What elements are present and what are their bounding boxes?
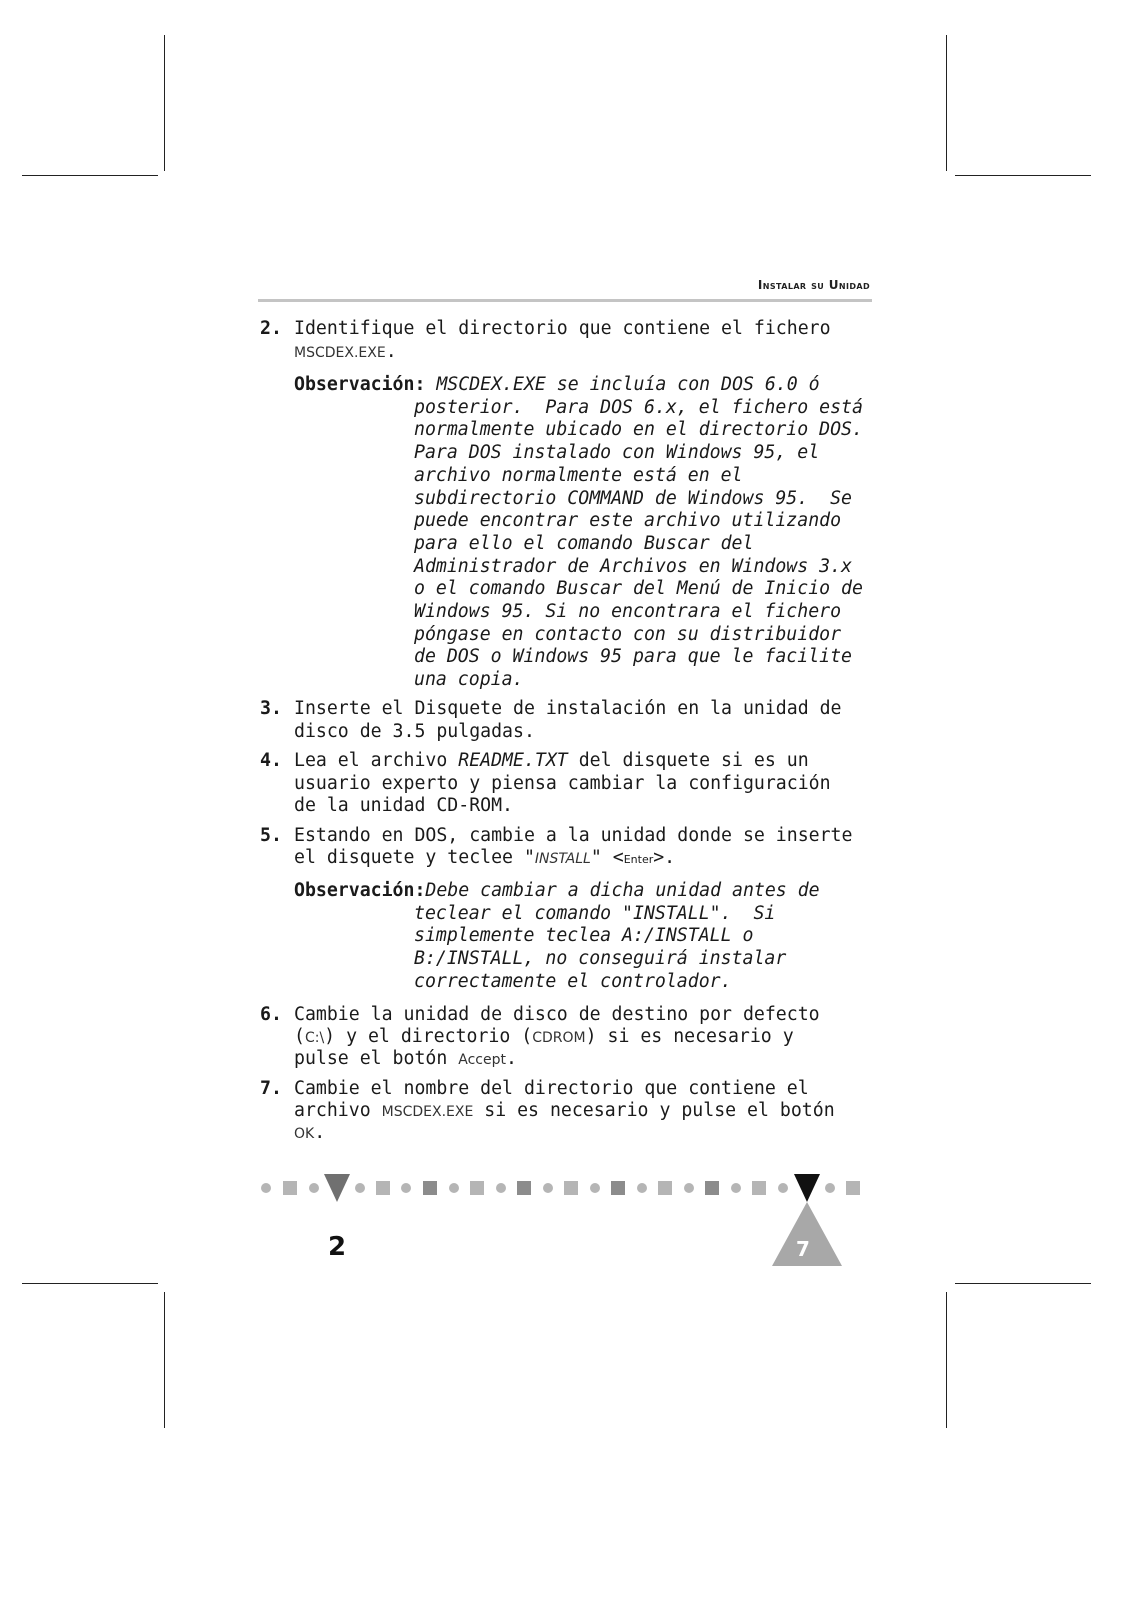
note-line: Debe cambiar a dicha unidad antes de [425,880,820,901]
step-3 [260,698,880,721]
step-text: archivo [294,1100,382,1121]
step-text: Cambie la unidad de disco de destino por defecto [294,1004,820,1025]
step-text: ) y el directorio ( [324,1026,533,1047]
note-line: correctamente el controlador. [414,970,732,992]
step-text: el disquete y teclee " [294,847,535,868]
step-3-cont: disco de 3.5 pulgadas. [294,721,535,742]
note-line: archivo normalmente está en el [414,464,743,486]
step-number: 2. [260,318,282,339]
deco-dot [684,1183,694,1193]
note-line: Windows 95. Si no encontrara el fichero [414,601,842,623]
crop-mark [955,1283,1091,1284]
note-line: MSCDEX.EXE se incluía con DOS 6.0 ó [425,374,820,395]
key-name: Enter [623,853,654,866]
deco-square [658,1181,672,1195]
punct: . [385,341,397,362]
note-line: o el comando Buscar del Menú de Inicio de [414,578,863,600]
step-6-cont [260,1048,914,1072]
note-line: normalmente ubicado en el directorio DOS. [414,419,863,441]
note-label: Observación: [294,374,426,395]
deco-triangle [794,1174,820,1202]
deco-square [752,1181,766,1195]
deco-dot [590,1183,600,1193]
page-number: 2 [328,1232,347,1262]
step-text: del disquete si es un [567,750,809,771]
crop-mark [22,175,158,176]
chapter-tab [770,1200,844,1268]
deco-square [470,1181,484,1195]
punct: . [314,1122,326,1143]
note-line: posterior. Para DOS 6.x, el fichero está [414,396,863,418]
step-7 [260,1078,880,1101]
step-2 [260,318,880,341]
command: INSTALL [534,851,591,867]
deco-square [846,1181,860,1195]
deco-dot [261,1183,271,1193]
step-4 [260,750,880,773]
note-line: de DOS o Windows 95 para que le facilite [414,646,852,668]
step-text: si es necesario y pulse el botón [473,1100,835,1121]
step-text: Cambie el nombre del directorio que contiene el [294,1078,809,1099]
step-4-cont: usuario experto y piensa cambiar la configuración [294,773,831,794]
button-name: Accept [458,1052,506,1068]
deco-dot [309,1183,319,1193]
note-line: póngase en contacto con su distribuidor [414,623,842,645]
step-number: 4. [260,750,282,771]
step-text: pulse el botón [294,1048,459,1069]
observation-note [294,374,894,692]
crop-mark [946,35,947,171]
crop-mark [955,175,1091,176]
step-6-cont [260,1026,914,1050]
drive-name: C:\ [304,1030,325,1046]
step-number: 3. [260,698,282,719]
deco-dot [637,1183,647,1193]
crop-mark [164,35,165,171]
deco-square [283,1181,297,1195]
deco-dot [355,1183,365,1193]
button-name: OK [294,1126,315,1142]
step-text: Inserte el Disquete de instalación en la unidad de [294,698,842,719]
note-line: puede encontrar este archivo utilizando [414,510,842,532]
step-text: ) si es necesario y [585,1026,794,1047]
step-7-cont [260,1122,914,1146]
note-line: para ello el comando Buscar del [414,532,754,554]
deco-dot [496,1183,506,1193]
deco-square [611,1181,625,1195]
deco-square [423,1181,437,1195]
header-rule [258,299,872,302]
note-line: Para DOS instalado con Windows 95, el [414,442,820,464]
step-5 [260,825,880,848]
filename: MSCDEX.EXE [381,1104,474,1120]
step-number: 5. [260,825,282,846]
step-4-cont: de la unidad CD-ROM. [294,795,513,816]
deco-dot [449,1183,459,1193]
crop-mark [164,1292,165,1428]
note-line: teclear el comando "INSTALL". Si [414,902,776,924]
observation-note [294,880,894,994]
deco-dot [731,1183,741,1193]
step-text: Lea el archivo [294,750,459,771]
step-5-cont [260,847,914,872]
crop-mark [22,1283,158,1284]
note-line: una copia. [414,669,524,691]
crop-mark [946,1292,947,1428]
punct: . [505,1048,517,1069]
deco-square [376,1181,390,1195]
deco-square [564,1181,578,1195]
deco-dot [401,1183,411,1193]
chapter-number: 7 [796,1237,810,1261]
deco-square [517,1181,531,1195]
deco-square [705,1181,719,1195]
step-text: Identifique el directorio que contiene el fichero [294,318,831,339]
step-6 [260,1004,880,1027]
deco-triangle [324,1174,350,1202]
note-line: Administrador de Archivos en Windows 3.x [414,555,852,577]
note-line: simplemente teclea A:/INSTALL o [414,925,754,947]
deco-dot [825,1183,835,1193]
step-number: 7. [260,1078,282,1099]
filename: MSCDEX.EXE [294,345,386,361]
step-7-cont [260,1100,914,1124]
punct: ( [294,1026,305,1047]
deco-dot [778,1183,788,1193]
filename: README.TXT [458,750,568,771]
step-2-cont [260,341,914,365]
directory-name: CDROM [532,1030,586,1046]
step-text: >. [653,847,676,868]
step-text: Estando en DOS, cambie a la unidad donde se inserte [294,825,853,846]
note-line: subdirectorio COMMAND de Windows 95. Se [414,487,852,509]
note-label: Observación: [294,880,426,901]
step-number: 6. [260,1004,282,1025]
running-header: Instalar su Unidad [757,278,870,292]
note-line: B:/INSTALL, no conseguirá instalar [414,948,787,970]
deco-dot [543,1183,553,1193]
step-text: " < [590,847,624,868]
